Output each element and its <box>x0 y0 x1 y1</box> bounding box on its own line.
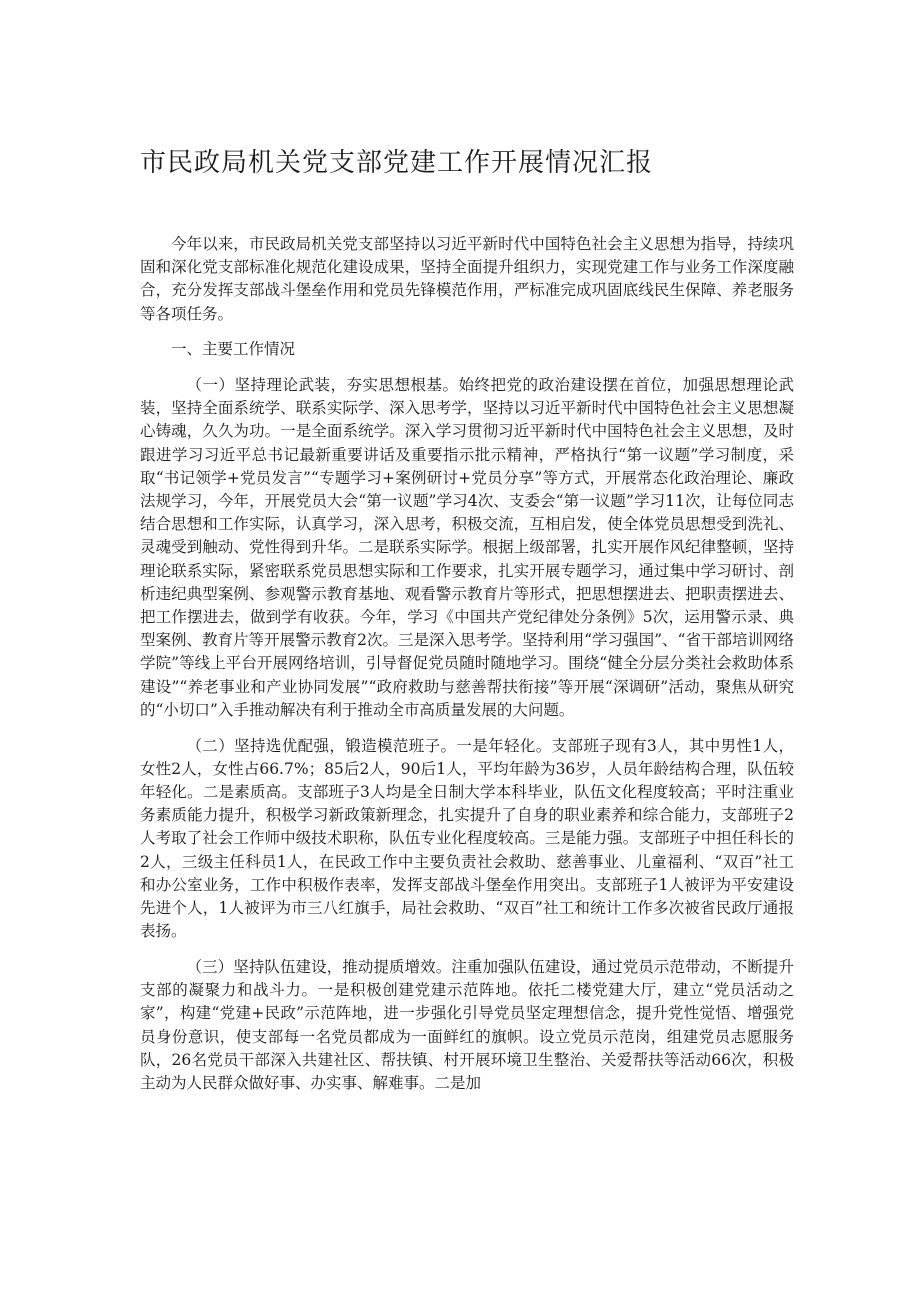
body-paragraph-1: （一）坚持理论武装，夯实思想根基。始终把党的政治建设摆在首位，加强思想理论武装，坚持全面系统学、联系实际学、深入思考学，坚持以习近平新时代中国特色社会主义思想凝心铸魂，久久为功。一是全面系统学。深入学习贯彻习近平新时代中国特色社会主义思想，及时跟进学习习近平总书记最新重要讲话及重要指示批示精神，严格执行“第一议题”学习制度，采取“书记领学+党员发言”“专题学习+案例研讨+党员分享”等方式，开展常态化政治理论、廉政法规学习，今年，开展党员大会“第一议题”学习4次、支委会“第一议题”学习11次，让每位同志结合思想和工作实际，认真学习，深入思考，积极交流，互相启发，使全体党员思想受到洗礼、灵魂受到触动、党性得到升华。二是联系实际学。根据上级部署，扎实开展作风纪律整顿，坚持理论联系实际，紧密联系党员思想实际和工作要求，扎实开展专题学习，通过集中学习研讨、剖析违纪典型案例、参观警示教育基地、观看警示教育片等形式，把思想摆进去、把职责摆进去、把工作摆进去，做到学有收获。今年，学习《中国共产党纪律处分条例》5次，运用警示录、典型案例、教育片等开展警示教育2次。三是深入思考学。坚持利用“学习强国”、“省干部培训网络学院”等线上平台开展网络培训，引导督促党员随时随地学习。围绕“健全分层分类社会救助体系建设”“养老事业和产业协同发展”“政府救助与慈善帮扶衔接”等开展“深调研”活动，聚焦从研究的“小切口”入手推动解决有利于推动全市高质量发展的大问题。 <box>140 376 794 719</box>
document-title: 市民政局机关党支部党建工作开展情况汇报 <box>140 148 654 178</box>
body-paragraph-3: （三）坚持队伍建设，推动提质增效。注重加强队伍建设，通过党员示范带动，不断提升支部的凝聚力和战斗力。一是积极创建党建示范阵地。依托二楼党建大厅，建立“党员活动之家”，构建“党建+民政”示范阵地，进一步强化引导党员坚定理想信念，提升党性觉悟、增强党员身份意识，使支部每一名党员都成为一面鲜红的旗帜。设立党员示范岗，组建党员志愿服务队，26名党员干部深入共建社区、帮扶镇、村开展环境卫生整治、关爱帮扶等活动66次，积极主动为人民群众做好事、办实事、解难事。二是加 <box>140 957 794 1092</box>
section-heading: 一、主要工作情况 <box>171 340 296 359</box>
intro-paragraph: 今年以来，市民政局机关党支部坚持以习近平新时代中国特色社会主义思想为指导，持续巩固和深化党支部标准化规范化建设成果，坚持全面提升组织力，实现党建工作与业务工作深度融合，充分发挥支部战斗堡垒作用和党员先锋模范作用，严标准完成巩固底线民生保障、养老服务等各项任务。 <box>140 235 794 323</box>
document-body <box>140 233 794 1108</box>
body-paragraph-2: （二）坚持选优配强，锻造模范班子。一是年轻化。支部班子现有3人，其中男性1人，女性2人，女性占66.7%；85后2人，90后1人，平均年龄为36岁，人员年龄结构合理，队伍较年轻化。二是素质高。支部班子3人均是全日制大学本科毕业，队伍文化程度较高；平时注重业务素质能力提升，积极学习新政策新理念，扎实提升了自身的职业素养和综合能力，支部班子2人考取了社会工作师中级技术职称，队伍专业化程度较高。三是能力强。支部班子中担任科长的2人，三级主任科员1人，在民政工作中主要负责社会救助、慈善事业、儿童福利、“双百”社工和办公室业务，工作中积极作表率，发挥支部战斗堡垒作用突出。支部班子1人被评为平安建设先进个人，1人被评为市三八红旗手，局社会救助、“双百”社工和统计工作多次被省民政厅通报表扬。 <box>140 736 794 941</box>
